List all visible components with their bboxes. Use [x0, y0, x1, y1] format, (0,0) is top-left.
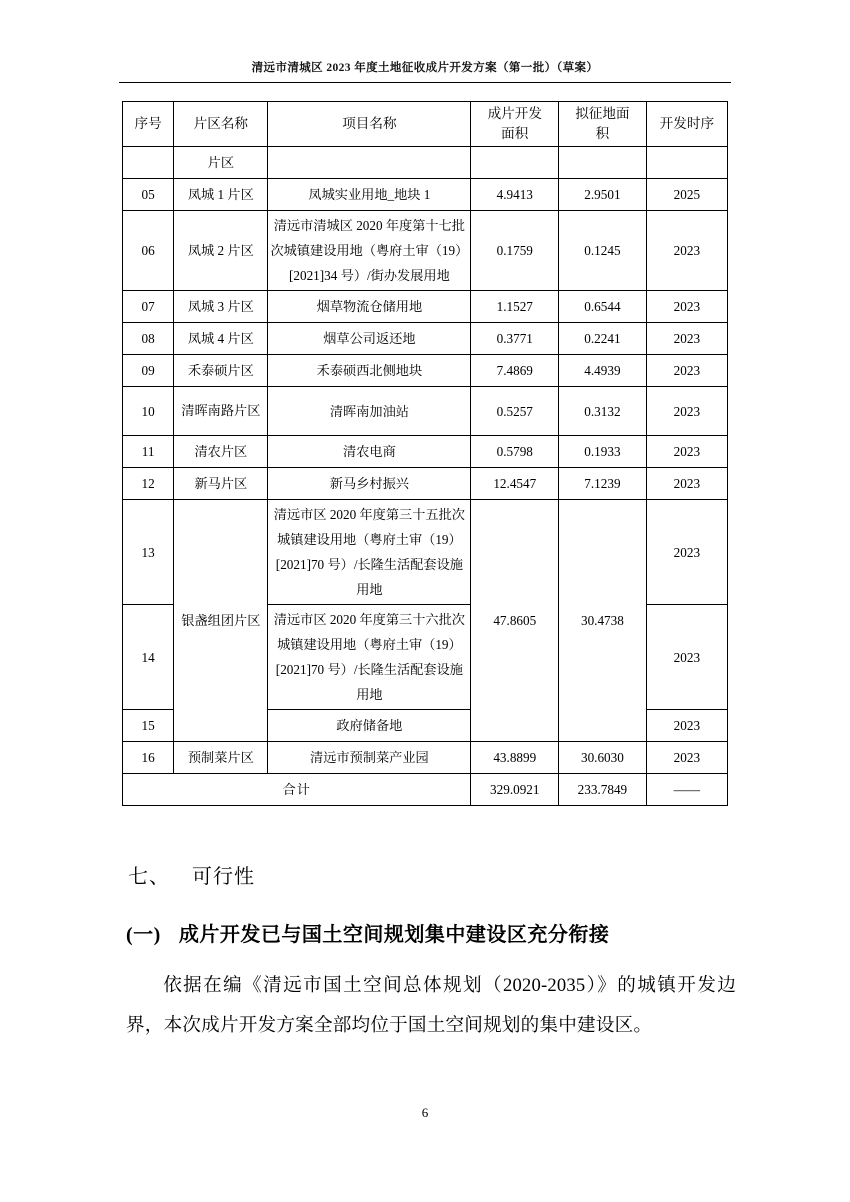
column-header-zone: 片区名称 — [174, 102, 268, 147]
cell-timeline — [646, 147, 727, 179]
cell-seq: 14 — [123, 605, 174, 710]
cell-acquisition-area — [559, 147, 647, 179]
cell-seq: 10 — [123, 387, 174, 436]
land-development-table-wrapper — [122, 101, 728, 806]
cell-development-area: 43.8899 — [471, 742, 559, 774]
table-row — [123, 291, 728, 323]
column-header-seq: 序号 — [123, 102, 174, 147]
column-header-timeline: 开发时序 — [646, 102, 727, 147]
cell-acquisition-area-merged: 30.4738 — [559, 500, 647, 742]
cell-acquisition-area: 0.3132 — [559, 387, 647, 436]
cell-project: 烟草公司返还地 — [268, 323, 471, 355]
cell-project: 清远市清城区 2020 年度第十七批次城镇建设用地（粤府土审（19）[2021]34 号）/街办发展用地 — [268, 211, 471, 291]
cell-timeline: 2025 — [646, 179, 727, 211]
cell-seq: 06 — [123, 211, 174, 291]
cell-timeline: 2023 — [646, 211, 727, 291]
cell-total-timeline: —— — [646, 774, 727, 806]
subsection-heading-alignment — [126, 918, 609, 947]
cell-project: 政府储备地 — [268, 710, 471, 742]
cell-seq: 13 — [123, 500, 174, 605]
cell-timeline: 2023 — [646, 710, 727, 742]
cell-zone: 凤城 3 片区 — [174, 291, 268, 323]
cell-project: 烟草物流仓储用地 — [268, 291, 471, 323]
column-header-acquisition-area — [559, 102, 647, 147]
cell-acquisition-area: 30.6030 — [559, 742, 647, 774]
cell-development-area — [471, 147, 559, 179]
cell-project: 清农电商 — [268, 436, 471, 468]
cell-seq: 16 — [123, 742, 174, 774]
cell-development-area: 7.4869 — [471, 355, 559, 387]
header-divider — [119, 82, 731, 83]
cell-project: 凤城实业用地_地块 1 — [268, 179, 471, 211]
cell-timeline: 2023 — [646, 355, 727, 387]
cell-seq: 07 — [123, 291, 174, 323]
cell-project — [268, 147, 471, 179]
cell-project: 清远市预制菜产业园 — [268, 742, 471, 774]
cell-timeline: 2023 — [646, 291, 727, 323]
cell-development-area: 0.5257 — [471, 387, 559, 436]
section-heading-label: 可行性 — [192, 866, 255, 888]
cell-seq: 11 — [123, 436, 174, 468]
cell-development-area: 0.5798 — [471, 436, 559, 468]
column-header-development-area-line1: 成片开发 — [487, 106, 542, 121]
cell-total-development-area: 329.0921 — [471, 774, 559, 806]
cell-development-area: 1.1527 — [471, 291, 559, 323]
cell-zone: 清农片区 — [174, 436, 268, 468]
cell-zone: 片区 — [174, 147, 268, 179]
cell-acquisition-area: 4.4939 — [559, 355, 647, 387]
table-row — [123, 323, 728, 355]
cell-total-acquisition-area: 233.7849 — [559, 774, 647, 806]
cell-zone-merged: 银盏组团片区 — [174, 500, 268, 742]
column-header-acquisition-area-line1: 拟征地面 — [575, 106, 630, 121]
section-heading-feasibility — [128, 860, 255, 889]
cell-seq — [123, 147, 174, 179]
cell-seq: 08 — [123, 323, 174, 355]
cell-project: 清远市区 2020 年度第三十五批次城镇建设用地（粤府土审（19）[2021]70 号）/长隆生活配套设施用地 — [268, 500, 471, 605]
cell-project: 禾泰硕西北侧地块 — [268, 355, 471, 387]
cell-total-label: 合计 — [123, 774, 471, 806]
table-row — [123, 742, 728, 774]
table-row — [123, 147, 728, 179]
column-header-development-area-line2: 面积 — [501, 126, 529, 141]
subsection-heading-label: 成片开发已与国土空间规划集中建设区充分衔接 — [178, 924, 610, 946]
table-row — [123, 387, 728, 436]
cell-timeline: 2023 — [646, 387, 727, 436]
cell-zone: 禾泰硕片区 — [174, 355, 268, 387]
header-title: 清远市清城区 2023 年度土地征收成片开发方案（第一批）（草案） — [251, 62, 599, 74]
cell-acquisition-area: 0.6544 — [559, 291, 647, 323]
cell-timeline: 2023 — [646, 468, 727, 500]
cell-zone: 凤城 1 片区 — [174, 179, 268, 211]
cell-development-area: 4.9413 — [471, 179, 559, 211]
table-row — [123, 179, 728, 211]
cell-seq: 12 — [123, 468, 174, 500]
cell-development-area-merged: 47.8605 — [471, 500, 559, 742]
cell-seq: 15 — [123, 710, 174, 742]
table-total-row — [123, 774, 728, 806]
cell-timeline: 2023 — [646, 605, 727, 710]
cell-development-area: 0.1759 — [471, 211, 559, 291]
cell-acquisition-area: 2.9501 — [559, 179, 647, 211]
cell-zone: 新马片区 — [174, 468, 268, 500]
table-header — [123, 102, 728, 147]
cell-acquisition-area: 0.1245 — [559, 211, 647, 291]
cell-timeline: 2023 — [646, 500, 727, 605]
table-row — [123, 436, 728, 468]
running-header — [119, 60, 731, 83]
column-header-project: 项目名称 — [268, 102, 471, 147]
column-header-acquisition-area-line2: 积 — [595, 126, 610, 141]
table-row — [123, 468, 728, 500]
section-heading-number: 七、 — [128, 866, 170, 888]
cell-seq: 05 — [123, 179, 174, 211]
cell-project: 新马乡村振兴 — [268, 468, 471, 500]
cell-project: 清远市区 2020 年度第三十六批次城镇建设用地（粤府土审（19）[2021]70 号）/长隆生活配套设施用地 — [268, 605, 471, 710]
table-header-row — [123, 102, 728, 147]
column-header-development-area — [471, 102, 559, 147]
table-row — [123, 355, 728, 387]
cell-acquisition-area: 0.2241 — [559, 323, 647, 355]
cell-development-area: 12.4547 — [471, 468, 559, 500]
table-row — [123, 500, 728, 605]
cell-timeline: 2023 — [646, 436, 727, 468]
cell-zone: 预制菜片区 — [174, 742, 268, 774]
cell-development-area: 0.3771 — [471, 323, 559, 355]
cell-acquisition-area: 7.1239 — [559, 468, 647, 500]
page-number: 6 — [421, 1105, 429, 1120]
land-development-table — [122, 101, 728, 806]
table-body — [123, 147, 728, 806]
subsection-heading-number: (一) — [126, 924, 161, 946]
cell-project: 清晖南加油站 — [268, 387, 471, 436]
cell-zone: 凤城 4 片区 — [174, 323, 268, 355]
body-paragraph: 依据在编《清远市国土空间总体规划（2020-2035）》的城镇开发边界，本次成片开发方案全部均位于国土空间规划的集中建设区。 — [126, 975, 736, 1036]
cell-zone: 凤城 2 片区 — [174, 211, 268, 291]
table-row — [123, 211, 728, 291]
cell-zone: 清晖南路片区 — [174, 387, 268, 436]
cell-acquisition-area: 0.1933 — [559, 436, 647, 468]
cell-seq: 09 — [123, 355, 174, 387]
cell-timeline: 2023 — [646, 323, 727, 355]
cell-timeline: 2023 — [646, 742, 727, 774]
